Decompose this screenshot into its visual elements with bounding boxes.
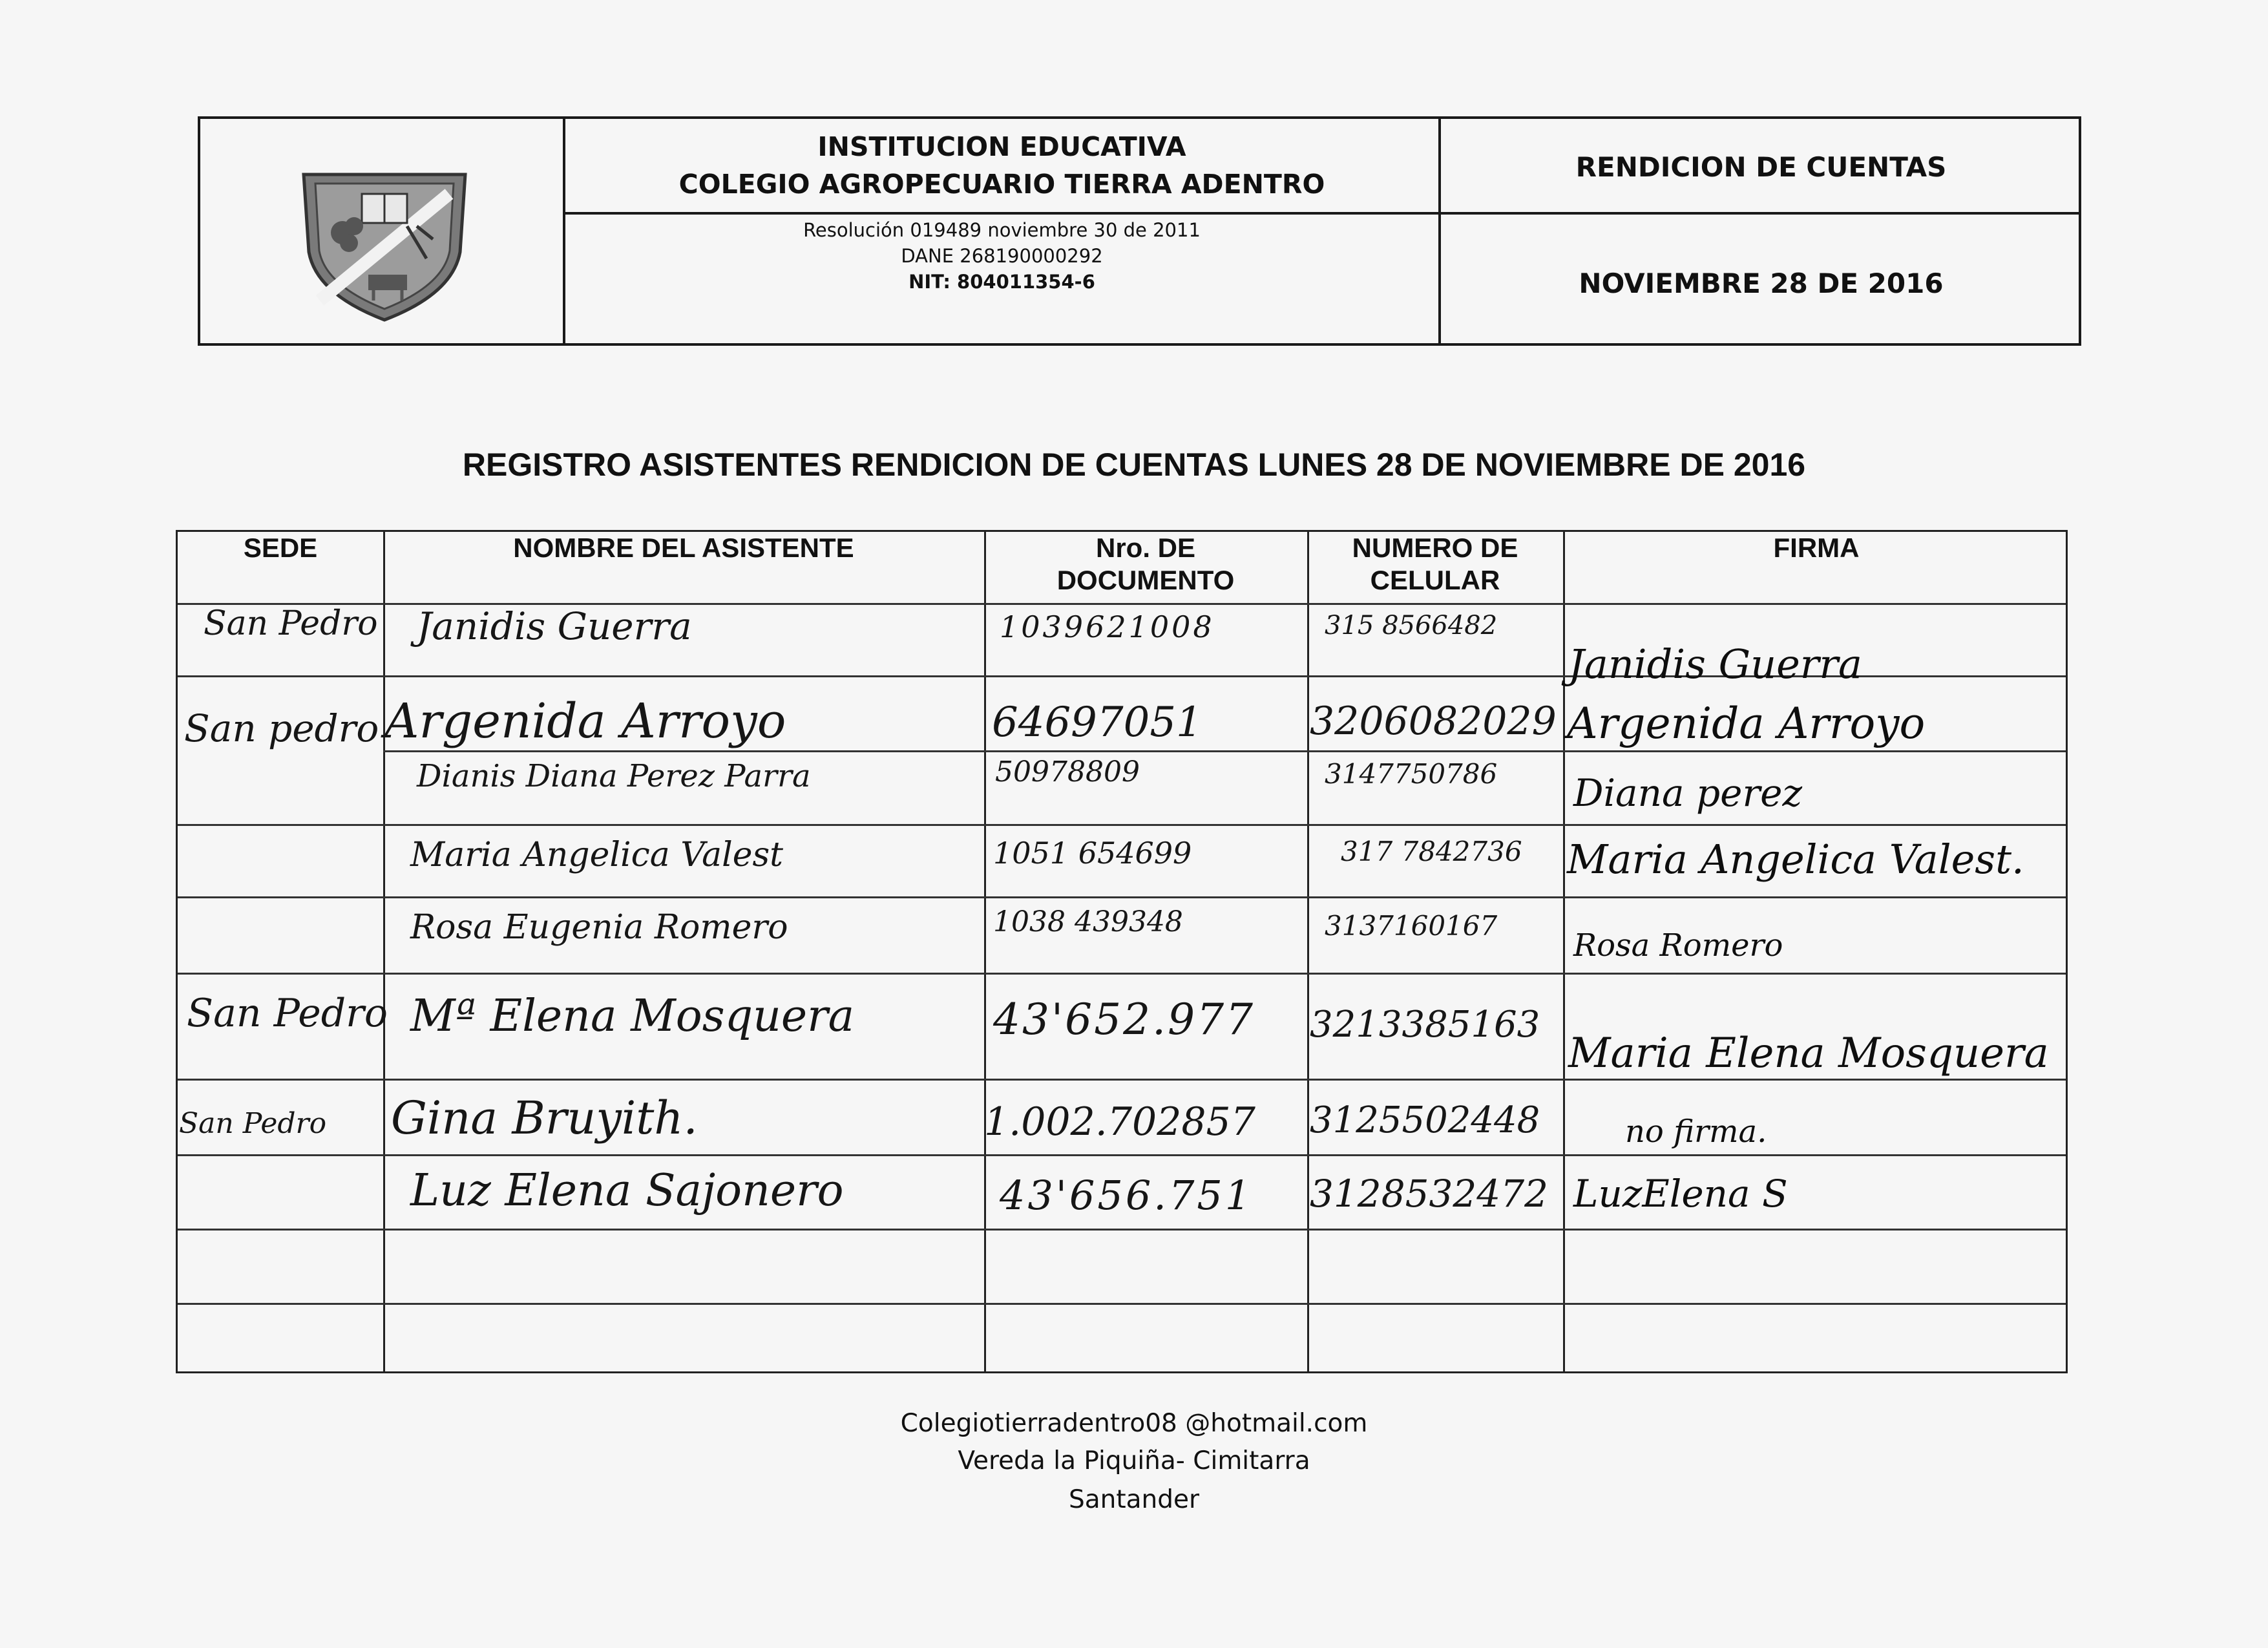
row6-sede: San Pedro [187, 991, 388, 1036]
row3-firma: Diana perez [1573, 771, 1803, 815]
row1-sede: San Pedro [204, 604, 378, 643]
row8-celular: 3128532472 [1310, 1172, 1549, 1216]
row6-firma: Maria Elena Mosquera [1568, 1030, 2049, 1077]
row3-nombre: Dianis Diana Perez Parra [417, 758, 811, 794]
col-header-celular-line2: CELULAR [1370, 565, 1500, 595]
row4-documento: 1051 654699 [993, 836, 1192, 871]
row4-firma: Maria Angelica Valest. [1567, 836, 2024, 883]
col-header-sede: SEDE [243, 533, 318, 563]
row8-nombre: Luz Elena Sajonero [410, 1165, 844, 1216]
row7-celular: 3125502448 [1310, 1099, 1540, 1141]
nit-text: NIT: 804011354-6 [908, 271, 1095, 293]
row6-documento: 43'652.977 [993, 995, 1255, 1044]
row1-documento: 1039621008 [1000, 609, 1215, 644]
row6-celular: 3213385163 [1310, 1004, 1540, 1046]
footer-address: Vereda la Piquiña- Cimitarra [958, 1446, 1310, 1475]
row5-documento: 1038 439348 [993, 905, 1183, 938]
institution-line1: INSTITUCION EDUCATIVA [817, 131, 1186, 162]
col-header-documento [984, 532, 1307, 597]
row3-documento: 50978809 [995, 755, 1140, 788]
row6-nombre: Mª Elena Mosquera [410, 991, 855, 1042]
institution-name [565, 128, 1438, 203]
col-header-celular-line1: NUMERO DE [1352, 533, 1518, 563]
footer-email: Colegiotierradentro08 @hotmail.com [900, 1409, 1368, 1438]
row7-nombre: Gina Bruyith. [391, 1092, 698, 1145]
row2-celular: 3206082029 [1310, 699, 1557, 744]
row8-documento: 43'656.751 [1000, 1172, 1254, 1219]
document-type: RENDICION DE CUENTAS [1575, 151, 1947, 183]
col-header-documento-line2: DOCUMENTO [1056, 565, 1235, 595]
row8-firma: LuzElena S [1573, 1172, 1788, 1216]
row2-sede: San pedro [184, 706, 379, 750]
row4-nombre: Maria Angelica Valest [410, 836, 784, 874]
row5-firma: Rosa Romero [1573, 927, 1783, 964]
row5-celular: 3137160167 [1325, 910, 1498, 942]
row2-firma: Argenida Arroyo [1567, 699, 1926, 748]
col-header-celular [1307, 532, 1563, 597]
row1-celular: 315 8566482 [1325, 611, 1498, 640]
col-header-nombre: NOMBRE DEL ASISTENTE [513, 533, 854, 563]
row4-celular: 317 7842736 [1341, 836, 1522, 867]
col-header-firma: FIRMA [1773, 533, 1860, 563]
row2-nombre: Argenida Arroyo [384, 693, 786, 749]
row2-documento: 64697051 [992, 699, 1202, 746]
row7-firma: no firma. [1625, 1114, 1767, 1150]
row7-sede: San Pedro [179, 1107, 327, 1140]
footer-region: Santander [1068, 1485, 1200, 1514]
institution-details [565, 217, 1438, 295]
col-header-documento-line1: Nro. DE [1095, 533, 1195, 563]
school-logo [297, 155, 472, 323]
attendance-table [176, 530, 2068, 1373]
page-title: REGISTRO ASISTENTES RENDICION DE CUENTAS LUNES 28 DE NOVIEMBRE DE 2016 [462, 447, 1806, 483]
row5-nombre: Rosa Eugenia Romero [410, 908, 788, 947]
dane-text: DANE 268190000292 [901, 245, 1103, 267]
row3-celular: 3147750786 [1325, 758, 1498, 790]
resolution-text: Resolución 019489 noviembre 30 de 2011 [803, 219, 1201, 241]
row1-firma: Janidis Guerra [1568, 640, 1863, 688]
row1-nombre: Janidis Guerra [417, 604, 692, 648]
institution-line2: COLEGIO AGROPECUARIO TIERRA ADENTRO [678, 169, 1325, 200]
document-date: NOVIEMBRE 28 DE 2016 [1579, 268, 1944, 299]
header-box [198, 116, 2081, 346]
row7-documento: 1.002.702857 [984, 1099, 1255, 1145]
